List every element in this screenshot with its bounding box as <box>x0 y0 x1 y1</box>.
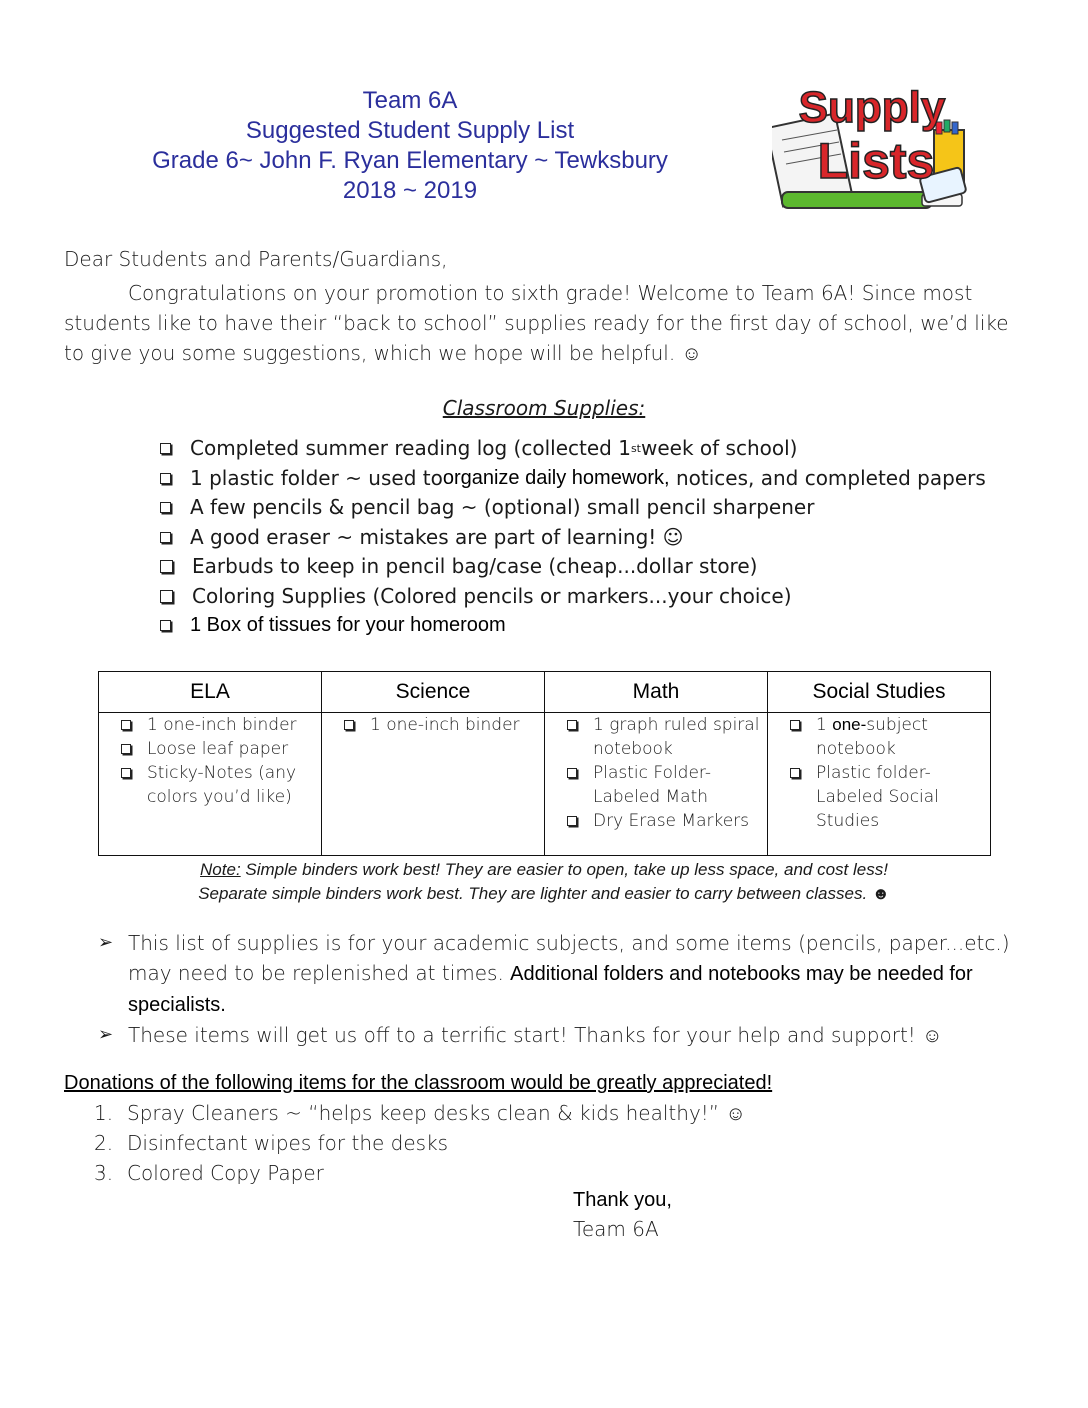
document-header <box>120 86 700 206</box>
checkbox-icon <box>160 560 173 573</box>
checkbox-icon <box>121 768 131 778</box>
intro-text: Congratulations on your promotion to sixth grade! Welcome to Team 6A! Since most students like to have their “back to school” supplies ready for the first day of school, we’d like to give you some suggestions, which we hope will be helpful. ☺ <box>64 281 1009 365</box>
list-item: 1 one-subject notebook <box>786 713 990 761</box>
checkbox-icon <box>567 816 577 826</box>
checkbox-icon <box>160 590 173 603</box>
column-header-math: Math <box>545 672 768 713</box>
logo-text-top: Supply <box>798 83 946 132</box>
list-item: A good eraser ~ mistakes are part of learning! ☺ <box>160 523 986 553</box>
table-row <box>99 713 991 856</box>
checkbox-icon <box>344 720 354 730</box>
list-item: Completed summer reading log (collected 1 st week of school) <box>160 434 986 464</box>
note-line2: Separate simple binders work best. They are lighter and easier to carry between classes. ☻ <box>198 884 890 903</box>
list-item: Dry Erase Markers <box>563 809 767 833</box>
arrow-bullet-icon: ➢ <box>98 932 114 953</box>
signoff-thanks: Thank you, <box>573 1189 672 1211</box>
list-item: Earbuds to keep in pencil bag/case (cheap...dollar store) <box>160 552 986 582</box>
list-item: Loose leaf paper <box>117 737 321 761</box>
list-item: 2. Disinfectant wipes for the desks <box>94 1131 449 1155</box>
note-label: Note: <box>200 860 241 879</box>
subject-supplies-table <box>98 671 991 856</box>
greeting: Dear Students and Parents/Guardians, <box>64 247 448 271</box>
list-item: 1 plastic folder ~ used to organize daily homework, notices, and completed papers <box>160 464 986 494</box>
column-header-ela: ELA <box>99 672 322 713</box>
checkbox-icon <box>567 768 577 778</box>
social-studies-cell <box>768 713 991 856</box>
signoff-team: Team 6A <box>573 1217 659 1241</box>
checkbox-icon <box>121 720 131 730</box>
list-item: 1 one-inch binder <box>340 713 544 737</box>
checkbox-icon <box>160 532 171 543</box>
donations-title: Donations of the following items for the classroom would be greatly appreciated! <box>64 1072 773 1094</box>
checkbox-icon <box>790 768 800 778</box>
column-header-social-studies: Social Studies <box>768 672 991 713</box>
signoff <box>573 1186 672 1244</box>
list-item: ➢ These items will get us off to a terrific start! Thanks for your help and support! ☺ <box>98 1020 1028 1050</box>
checkbox-icon <box>160 502 171 513</box>
science-cell <box>322 713 545 856</box>
classroom-supplies-title: Classroom Supplies: <box>442 396 646 420</box>
info-bullets <box>98 928 1028 1050</box>
column-header-science: Science <box>322 672 545 713</box>
list-item: 1 graph ruled spiral notebook <box>563 713 767 761</box>
list-item: Plastic folder- Labeled Social Studies <box>786 761 990 833</box>
list-item: Coloring Supplies (Colored pencils or markers...your choice) <box>160 582 986 612</box>
list-item: 1. Spray Cleaners ~ “helps keep desks clean & kids healthy!” ☺ <box>94 1101 746 1125</box>
list-item: 1 one-inch binder <box>117 713 321 737</box>
checkbox-icon <box>160 473 171 484</box>
checkbox-icon <box>567 720 577 730</box>
header-year: 2018 ~ 2019 <box>342 177 478 204</box>
supply-lists-logo <box>772 80 972 215</box>
math-cell <box>545 713 768 856</box>
list-item: Plastic Folder- Labeled Math <box>563 761 767 809</box>
ela-cell <box>99 713 322 856</box>
header-school: Grade 6~ John F. Ryan Elementary ~ Tewksbury <box>152 147 668 174</box>
logo-text-bottom: Lists <box>817 133 935 189</box>
checkbox-icon <box>160 443 171 454</box>
classroom-supplies-list <box>160 434 986 641</box>
list-item: 3. Colored Copy Paper <box>94 1161 324 1185</box>
table-header-row <box>99 672 991 713</box>
binder-note <box>0 858 1088 906</box>
list-item: 1 Box of tissues for your homeroom <box>160 611 986 641</box>
list-item: ➢ This list of supplies is for your academic subjects, and some items (pencils, paper...etc.) may need to be replenished at times. Additional folders and notebooks may be needed for specialists. <box>98 928 1028 1020</box>
header-title: Suggested Student Supply List <box>245 117 575 144</box>
checkbox-icon <box>121 744 131 754</box>
donations-list <box>94 1098 746 1188</box>
header-team: Team 6A <box>362 87 458 114</box>
note-line1: Simple binders work best! They are easier to open, take up less space, and cost less! <box>240 860 888 879</box>
list-item: A few pencils & pencil bag ~ (optional) small pencil sharpener <box>160 493 986 523</box>
checkbox-icon <box>160 620 171 631</box>
checkbox-icon <box>790 720 800 730</box>
list-item: Sticky-Notes (any colors you’d like) <box>117 761 321 809</box>
intro-paragraph <box>64 278 1024 368</box>
arrow-bullet-icon: ➢ <box>98 1024 114 1045</box>
